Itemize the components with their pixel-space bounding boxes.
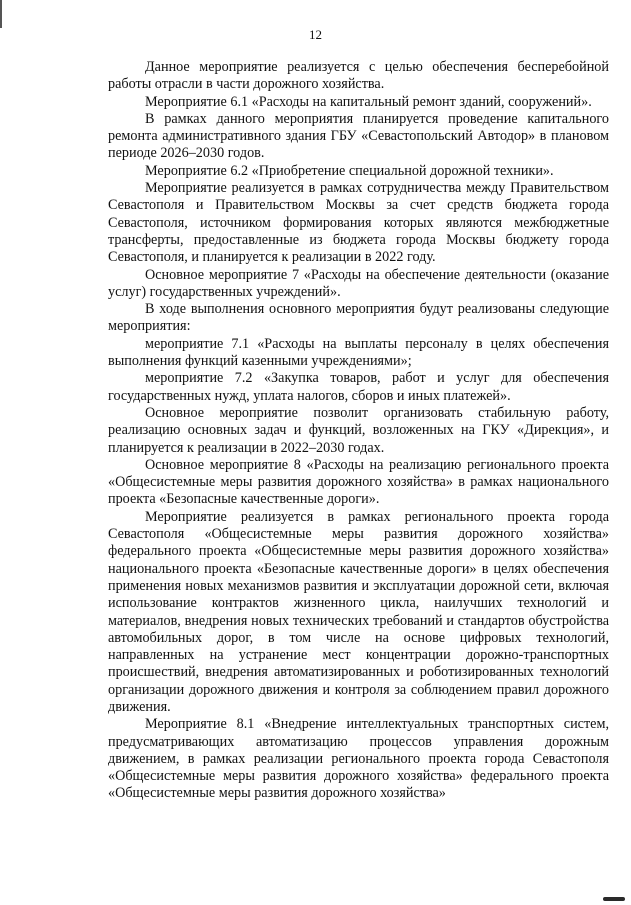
paragraph: В ходе выполнения основного мероприятия будут реализованы следующие мероприятия: [108, 301, 609, 335]
page-number: 12 [309, 27, 322, 42]
paragraph: Основное мероприятие 7 «Расходы на обеспечение деятельности (оказание услуг) государственных учреждений». [108, 266, 609, 300]
paragraph: Основное мероприятие позволит организовать стабильную работу, реализацию основных задач и функций, возложенных на ГКУ «Дирекция», и планируется к реализации в 2022–2030 годах. [108, 404, 609, 456]
paragraph: Мероприятие реализуется в рамках сотрудничества между Правительством Севастополя и Правительством Москвы за счет средств бюджета города Севастополя, источником формирования которых являются межбюджетные трансферты, предоставленные из бюджета города Москвы бюджету города Севастополя, и планируется к реализации в 2022 году. [108, 180, 609, 266]
paragraph: В рамках данного мероприятия планируется проведение капитального ремонта административного здания ГБУ «Севастопольский Автодор» в плановом периоде 2026–2030 годов. [108, 110, 609, 162]
paragraph: Мероприятие 8.1 «Внедрение интеллектуальных транспортных систем, предусматривающих автоматизацию процессов управления дорожным движением, в рамках реализации регионального проекта города Севастополя «Общесистемные меры развития дорожного хозяйства» федерального проекта «Общесистемные меры развития дорожного хозяйства» [108, 716, 609, 802]
document-body [108, 59, 609, 803]
paragraph: мероприятие 7.2 «Закупка товаров, работ и услуг для обеспечения государственных нужд, уплата налогов, сборов и иных платежей». [108, 370, 609, 404]
paragraph: Мероприятие 6.1 «Расходы на капитальный ремонт зданий, сооружений». [145, 93, 592, 110]
paragraph: Основное мероприятие 8 «Расходы на реализацию регионального проекта «Общесистемные меры развития дорожного хозяйства» в рамках национального проекта «Безопасные качественные дороги». [108, 456, 609, 508]
paragraph: Данное мероприятие реализуется с целью обеспечения бесперебойной работы отрасли в части дорожного хозяйства. [108, 59, 609, 93]
scan-corner-mark [603, 897, 625, 901]
scan-edge-mark [0, 0, 2, 28]
paragraph: Мероприятие 6.2 «Приобретение специальной дорожной техники». [145, 162, 554, 179]
paragraph: Мероприятие реализуется в рамках регионального проекта города Севастополя «Общесистемные меры развития дорожного хозяйства» федерального проекта «Общесистемные меры развития дорожного хозяйства» национального проекта «Безопасные качественные дороги» в целях обеспечения применения новых механизмов развития и эксплуатации дорожной сети, включая использование контрактов жизненного цикла, наилучших технологий и материалов, внедрения новых технических требований и стандартов обустройства автомобильных дорог, в том числе на основе цифровых технологий, направленных на устранение мест концентрации дорожно-транспортных происшествий, внедрения автоматизированных и роботизированных технологий организации дорожного движения и контроля за соблюдением правил дорожного движения. [108, 508, 609, 715]
paragraph: мероприятие 7.1 «Расходы на выплаты персоналу в целях обеспечения выполнения функций казенными учреждениями»; [108, 335, 609, 370]
